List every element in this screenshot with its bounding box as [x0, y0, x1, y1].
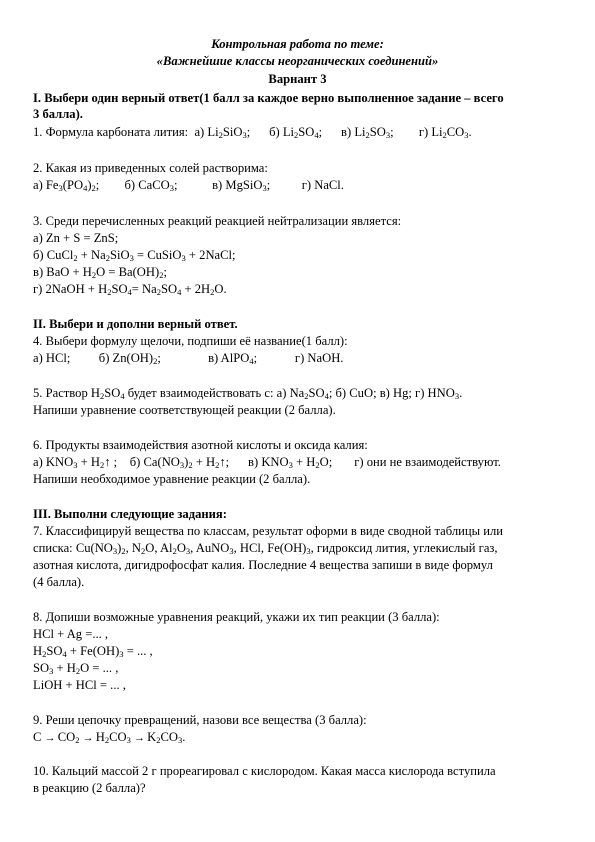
section3-title: III. Выполни следующие задания: [33, 507, 227, 521]
question-3-option-b: б) CuCl$_2$ + $Na_2SiO_3$ = CuSiO$_3$ + 2NaCl; [33, 248, 236, 263]
question-7-line1: 7. Классифицируй вещества по классам, результат оформи в виде сводной таблицы или [33, 524, 503, 538]
question-3-option-c: в) BaO + $H_2O = Ba(OH)_2$; [33, 265, 167, 280]
question-3-option-a: а) Zn + S = ZnS; [33, 231, 119, 245]
section1-title-line2: 3 балла). [33, 107, 83, 121]
arrow-right-icon: → [134, 732, 146, 744]
question-2-options: а) $Fe_3(PO_4)_2$; б) CaCO$_3$; в) MgSiO$_3$; г) NaCl. [33, 178, 344, 193]
question-8-reaction-4: LiOH + HCl = ... , [33, 678, 126, 692]
question-8: 8. Допиши возможные уравнения реакций, укажи их тип реакции (3 балла): [33, 610, 440, 624]
question-6: 6. Продукты взаимодействия азотной кислоты и оксида калия: [33, 438, 368, 452]
question-5-line2: Напиши уравнение соответствующей реакции (2 балла). [33, 403, 336, 417]
question-7-line3: азотная кислота, дигидрофосфат калия. Последние 4 вещества запиши в виде формул [33, 558, 493, 572]
question-6-options: а) $KNO_3$ + $H_2↑$ ; б) $Ca(NO_3)_2$ + $H_2↑$; в) $KNO_3 + H_2O$; г) они не взаимодействуют. [33, 455, 501, 470]
variant-label: Варнант 3 [268, 72, 327, 86]
question-7-line2: списка: $Cu(NO_3)_2$, $N_2O$, $Al_2O_3$, AuNO$_3$, HCl, $Fe(OH)_3$, гидроксид лития, углекислый газ, [33, 541, 498, 556]
question-7-line4: (4 балла). [33, 575, 85, 589]
question-9-chain: $C \to CO_2 \to H_2CO_3 \to K_2CO_3$. [33, 730, 186, 745]
question-3-option-d: г) 2NaOH + $H_2SO_4= Na_2SO_4 + 2H_2O$. [33, 282, 227, 297]
arrow-right-icon: → [44, 732, 56, 744]
question-4: 4. Выбери формулу щелочи, подпиши её название(1 балл): [33, 334, 348, 348]
question-6-line3: Напиши необходимое уравнение реакции (2 балла). [33, 472, 311, 486]
doc-title-line2: «Важнейшие классы неорганических соединений» [156, 54, 439, 68]
arrow-right-icon: → [82, 732, 94, 744]
question-1: 1. Формула карбоната лития: а) $Li_2SiO_3$; б) $Li_2SO_4$; в) $Li_2SO_3$; г) $Li_2CO_3$. [33, 125, 472, 140]
question-10-line2: в реакцию (2 балла)? [33, 781, 146, 795]
question-5: 5. Раствор $H_2SO_4$ будет взаимодействовать с: а) $Na_2SO_4$; б) CuO; в) Hg; г) $HNO_3$. [33, 386, 463, 401]
question-2: 2. Какая из приведенных солей растворима: [33, 161, 268, 175]
question-9: 9. Реши цепочку превращений, назови все вещества (3 балла): [33, 713, 367, 727]
question-8-reaction-2: $H_2SO_4 + Fe(OH)_3$ = ... , [33, 644, 153, 659]
section1-title-line1: I. Выбери один верный ответ(1 балл за каждое верно выполненное задание – всего [33, 91, 504, 105]
question-8-reaction-1: HCl + Ag =... , [33, 627, 109, 641]
question-8-reaction-3: $SO_3 + H_2O$ = ... , [33, 661, 119, 676]
section2-title: II. Выбери и дополни верный ответ. [33, 317, 238, 331]
doc-title-line1: Контрольная работа по теме: [211, 37, 384, 51]
question-10-line1: 10. Кальций массой 2 г прореагировал с кислородом. Какая масса кислорода вступила [33, 764, 496, 778]
question-4-options: а) HCl; б) $Zn(OH)_2$; в) AlPO$_4$; г) NaOH. [33, 351, 344, 366]
question-3: 3. Среди перечисленных реакций реакцией нейтрализации является: [33, 214, 402, 228]
